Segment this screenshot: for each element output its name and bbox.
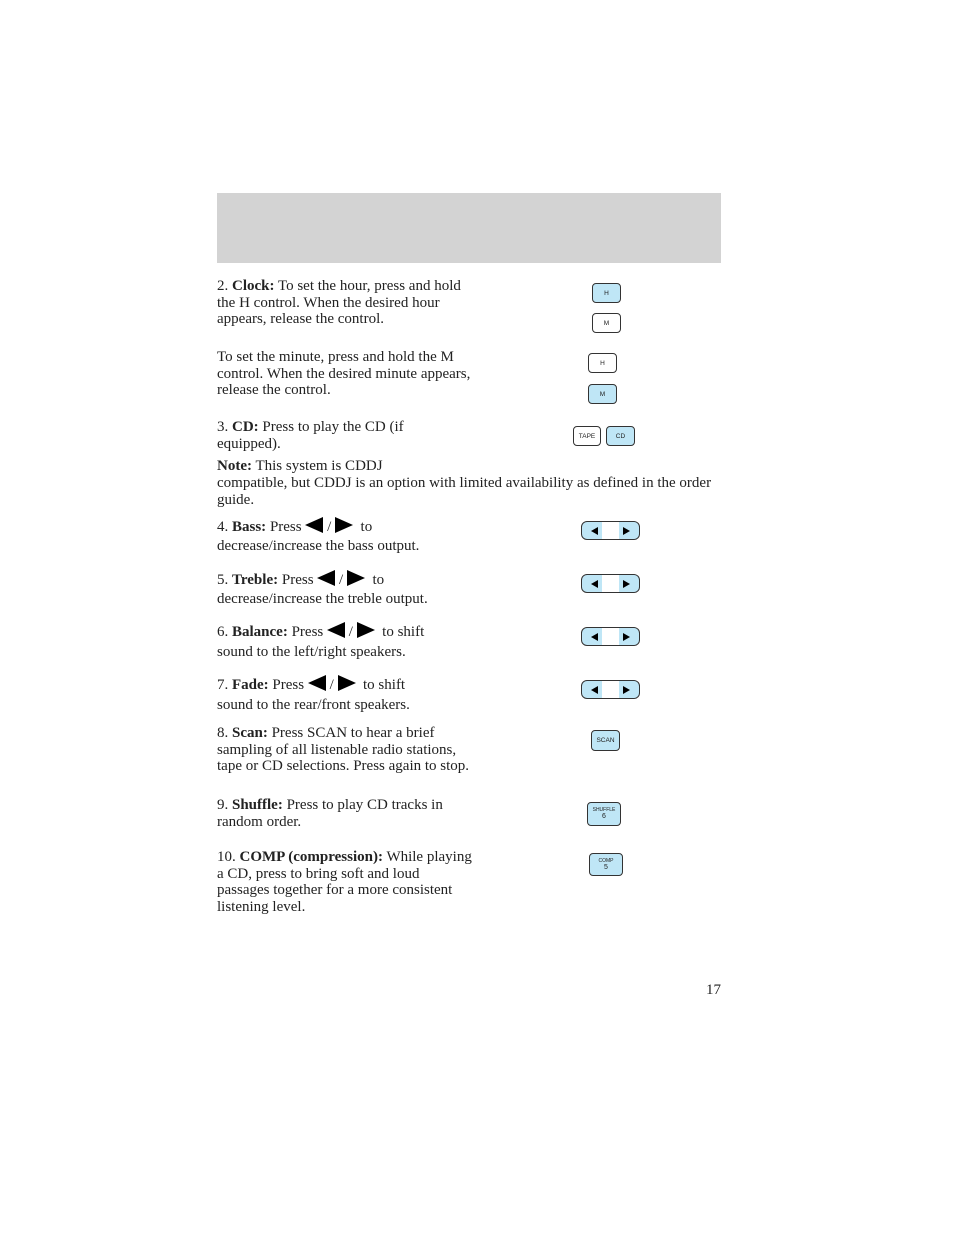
treble-description	[217, 570, 477, 609]
scan-label: Scan:	[232, 725, 268, 741]
shuffle-label: Shuffle:	[232, 797, 283, 813]
page-number: 17	[706, 982, 721, 998]
left-arrow-icon	[327, 622, 345, 638]
clock-label: Clock:	[232, 278, 275, 294]
comp-number: 10.	[217, 849, 236, 865]
fade-number: 7.	[217, 677, 229, 693]
shuffle-button	[587, 802, 621, 826]
comp-button-number: 5	[604, 863, 608, 871]
bass-to: to	[360, 519, 373, 535]
fade-rocker-control	[581, 680, 640, 699]
minute-button: M	[592, 313, 621, 333]
shuffle-text: Press to play CD tracks in random order.	[217, 797, 443, 830]
rear-arrow-icon	[308, 675, 326, 691]
balance-number: 6.	[217, 624, 229, 640]
cd-note-continued: compatible, but CDDJ is an option with limited availability as defined in the order guide.	[217, 475, 712, 508]
balance-description	[217, 622, 477, 662]
minute-button-alt: M	[588, 384, 617, 404]
comp-label: COMP (compression):	[239, 849, 383, 865]
fade-slash: /	[329, 677, 334, 693]
bass-label: Bass:	[232, 519, 267, 535]
increase-arrow-icon	[335, 517, 353, 533]
rocker-right-arrow-icon	[623, 527, 630, 535]
shuffle-button-label: SHUFFLE	[592, 807, 616, 813]
shuffle-number: 9.	[217, 797, 229, 813]
rocker-right-arrow-icon	[623, 580, 630, 588]
bass-press: Press	[269, 519, 302, 535]
clock-description	[217, 278, 472, 328]
treble-rocker-control	[581, 574, 640, 593]
balance-rocker-control	[581, 627, 640, 646]
shuffle-button-number: 6	[602, 813, 606, 820]
cd-label: CD:	[232, 419, 259, 435]
cd-description	[217, 419, 457, 452]
bass-number: 4.	[217, 519, 229, 535]
comp-text: While playing a CD, press to bring soft and loud passages together for a more consistent listening level.	[217, 849, 472, 915]
scan-description	[217, 725, 472, 775]
balance-press: Press	[291, 624, 324, 640]
cd-note	[217, 458, 517, 475]
balance-slash: /	[348, 624, 353, 640]
note-line1: This system is CDDJ	[255, 458, 383, 474]
comp-button	[589, 853, 623, 876]
cd-number: 3.	[217, 419, 229, 435]
hour-button-alt: H	[588, 353, 617, 373]
cd-button: CD	[606, 426, 635, 446]
increase-arrow-icon	[347, 570, 365, 586]
fade-press: Press	[272, 677, 305, 693]
rocker-left-arrow-icon	[591, 580, 598, 588]
comp-description	[217, 849, 473, 915]
scan-button: SCAN	[591, 730, 620, 751]
cd-text: Press to play the CD (if equipped).	[217, 419, 404, 452]
rocker-right-arrow-icon	[623, 633, 630, 641]
treble-press: Press	[281, 572, 314, 588]
bass-description	[217, 517, 477, 556]
fade-description	[217, 675, 477, 715]
treble-label: Treble:	[232, 572, 279, 588]
comp-button-label: COMP	[598, 857, 614, 864]
bass-rocker-control	[581, 521, 640, 540]
rocker-left-arrow-icon	[591, 686, 598, 694]
clock-text: To set the hour, press and hold the H control. When the desired hour appears, release the control.	[217, 278, 461, 327]
treble-to: to	[372, 572, 385, 588]
scan-text: Press SCAN to hear a brief sampling of all listenable radio stations, tape or CD selections. Press again to stop.	[217, 725, 470, 774]
rocker-right-arrow-icon	[623, 686, 630, 694]
bass-line2: decrease/increase the bass output.	[217, 538, 420, 554]
balance-to-shift: to shift	[382, 624, 425, 640]
treble-line2: decrease/increase the treble output.	[217, 591, 428, 607]
clock-minute-description: To set the minute, press and hold the M control. When the desired minute appears, release the control.	[217, 349, 471, 398]
balance-label: Balance:	[232, 624, 288, 640]
hour-button: H	[592, 283, 621, 303]
clock-number: 2.	[217, 278, 229, 294]
note-label: Note:	[217, 458, 252, 474]
header-band	[217, 193, 721, 263]
fade-line2: sound to the rear/front speakers.	[217, 697, 410, 713]
fade-to-shift: to shift	[363, 677, 406, 693]
front-arrow-icon	[338, 675, 356, 691]
balance-line2: sound to the left/right speakers.	[217, 644, 406, 660]
treble-slash: /	[339, 572, 344, 588]
right-arrow-icon	[357, 622, 375, 638]
tape-button: TAPE	[573, 426, 601, 446]
fade-label: Fade:	[232, 677, 269, 693]
bass-slash: /	[327, 519, 332, 535]
rocker-left-arrow-icon	[591, 633, 598, 641]
shuffle-description	[217, 797, 472, 830]
decrease-arrow-icon	[317, 570, 335, 586]
treble-number: 5.	[217, 572, 229, 588]
rocker-left-arrow-icon	[591, 527, 598, 535]
decrease-arrow-icon	[305, 517, 323, 533]
scan-number: 8.	[217, 725, 229, 741]
